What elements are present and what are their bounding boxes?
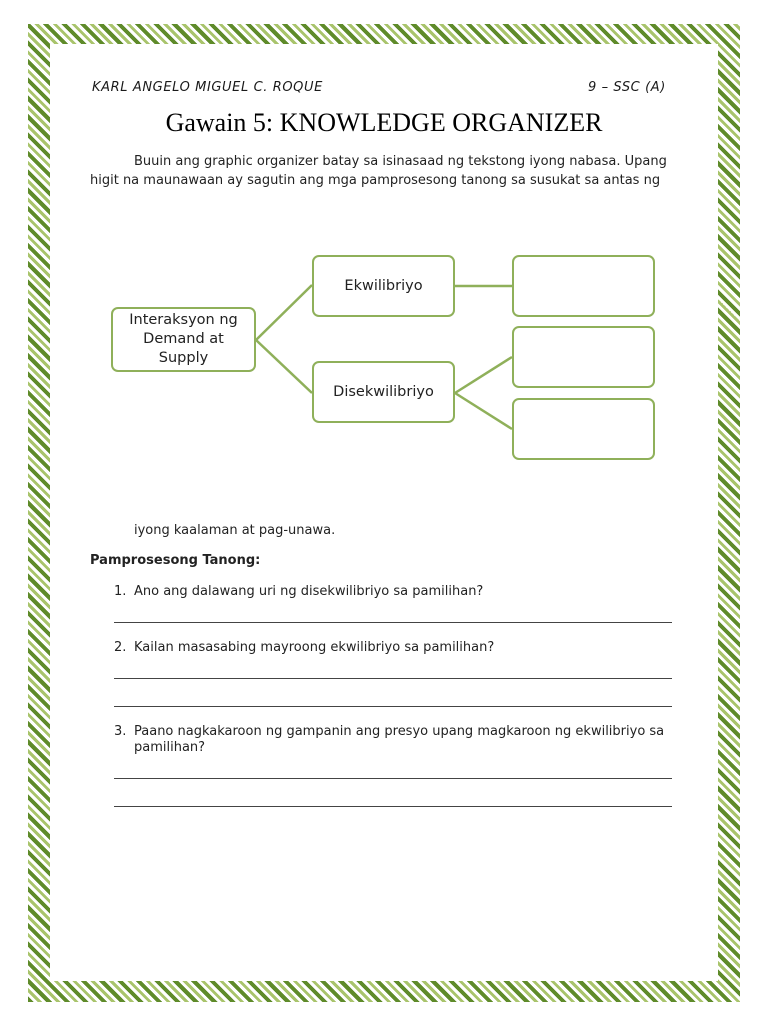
answer-box-ekwilibriyo[interactable]: [512, 255, 655, 317]
graphic-organizer: [100, 245, 670, 475]
connector-disekwilibriyo-answer-1: [455, 357, 512, 393]
question-text: Paano nagkakaroon ng gampanin ang presyo upang magkaroon ng ekwilibriyo sa pamilihan?: [134, 724, 665, 755]
page-title: Gawain 5: KNOWLEDGE ORGANIZER: [165, 108, 603, 137]
answer-line-2a[interactable]: [114, 678, 672, 679]
ekwilibriyo-node: Ekwilibriyo: [312, 255, 455, 317]
answer-line-1a[interactable]: [114, 622, 672, 623]
root-node-line-1: Interaksyon ng: [129, 312, 238, 328]
answer-line-3b[interactable]: [114, 806, 672, 807]
root-node: [111, 307, 256, 372]
question-text: Ano ang dalawang uri ng disekwilibriyo sa pamilihan?: [134, 584, 484, 599]
answer-box-disekwilibriyo-2[interactable]: [512, 398, 655, 460]
question-number: 1.: [114, 584, 127, 599]
question-1: [114, 584, 679, 600]
connector-disekwilibriyo-answer-2: [455, 393, 512, 429]
answer-line-2b[interactable]: [114, 706, 672, 707]
question-number: 3.: [114, 724, 127, 739]
question-2: [114, 640, 679, 656]
question-number: 2.: [114, 640, 127, 655]
instructions-line-2: higit na maunawaan ay sagutin ang mga pamprosesong tanong sa susukat sa antas ng: [90, 173, 661, 188]
instructions-continuation: iyong kaalaman at pag-unawa.: [134, 523, 336, 538]
disekwilibriyo-node: Disekwilibriyo: [312, 361, 455, 423]
class-section: 9 – SSC (A): [588, 80, 666, 95]
answer-line-3a[interactable]: [114, 778, 672, 779]
root-node-line-2: Demand at: [143, 331, 224, 347]
questions-heading: Pamprosesong Tanong:: [90, 553, 261, 568]
question-3: [114, 724, 679, 756]
root-node-line-3: Supply: [158, 350, 209, 366]
answer-box-disekwilibriyo-1[interactable]: [512, 326, 655, 388]
student-name: KARL ANGELO MIGUEL C. ROQUE: [92, 80, 323, 95]
instructions-line-1: Buuin ang graphic organizer batay sa isinasaad ng tekstong iyong nabasa. Upang: [134, 154, 667, 169]
connector-root-disekwilibriyo: [256, 340, 312, 393]
connector-root-ekwilibriyo: [256, 285, 312, 340]
question-text: Kailan masasabing mayroong ekwilibriyo sa pamilihan?: [134, 640, 495, 655]
instructions: [90, 152, 690, 190]
